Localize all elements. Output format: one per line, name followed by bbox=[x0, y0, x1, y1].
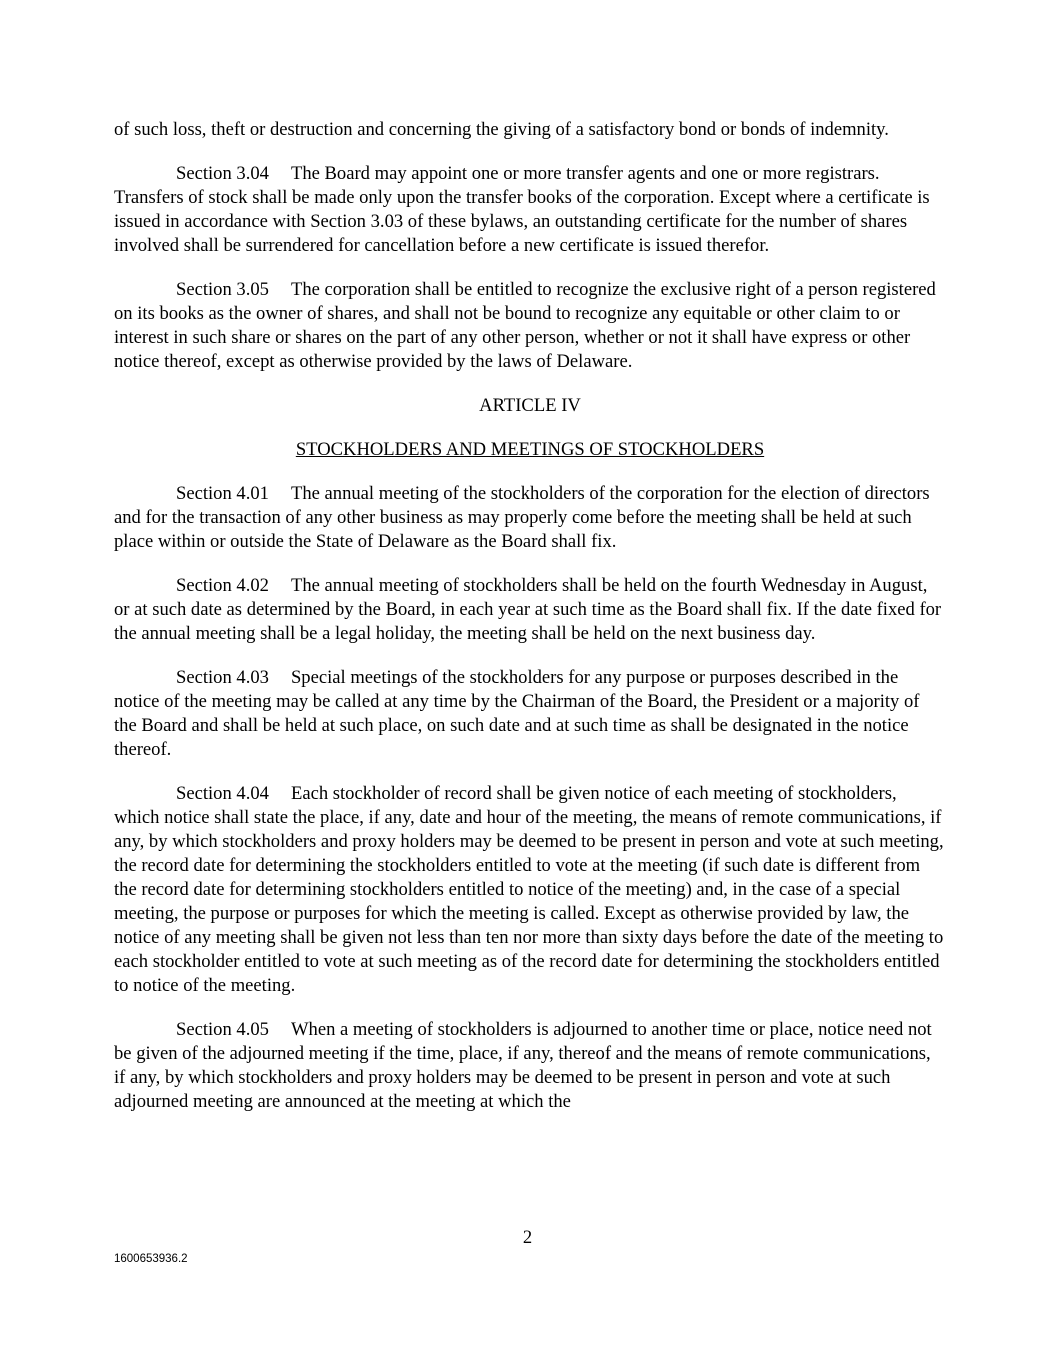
section-number: Section 4.01 bbox=[176, 483, 269, 504]
section-text: The annual meeting of the stockholders of the corporation for the election of directors and for the transaction of any other business as may properly come before the meeting shall be held at such place within or outside the State of Delaware as the Board shall fix. bbox=[114, 483, 930, 552]
section-number: Section 3.04 bbox=[176, 163, 269, 184]
continuation-paragraph: of such loss, theft or destruction and concerning the giving of a satisfactory bond or bonds of indemnity. bbox=[114, 119, 889, 140]
section-text: The annual meeting of stockholders shall be held on the fourth Wednesday in August, or at such date as determined by the Board, in each year at such time as the Board shall fix. If the date fixed for the annual meeting shall be a legal holiday, the meeting shall be held on the next business day. bbox=[114, 575, 942, 644]
article-title bbox=[114, 438, 946, 462]
section-4-02 bbox=[114, 574, 946, 646]
page-number: 2 bbox=[522, 1227, 533, 1248]
section-3-05 bbox=[114, 278, 946, 374]
section-text: Special meetings of the stockholders for any purpose or purposes described in the notice of the meeting may be called at any time by the Chairman of the Board, the President or a majority of the Board and shall be held at such place, on such date and at such time as shall be designated in the notice thereof. bbox=[114, 667, 920, 760]
section-number: Section 3.05 bbox=[176, 279, 269, 300]
section-text: The Board may appoint one or more transfer agents and one or more registrars. Transfers of stock shall be made only upon the transfer books of the corporation. Except where a certificate is issued in accordance with Section 3.03 of these bylaws, an outstanding certificate for the number of shares involved shall be surrendered for cancellation before a new certificate is issued therefor. bbox=[114, 163, 930, 256]
section-number: Section 4.03 bbox=[176, 667, 269, 688]
document-body bbox=[114, 118, 946, 1134]
article-title-text: STOCKHOLDERS AND MEETINGS OF STOCKHOLDERS bbox=[295, 439, 765, 460]
section-3-04 bbox=[114, 162, 946, 258]
section-number: Section 4.05 bbox=[176, 1019, 269, 1040]
section-text: The corporation shall be entitled to recognize the exclusive right of a person registered on its books as the owner of shares, and shall not be bound to recognize any equitable or other claim to or interest in such share or shares on the part of any other person, whether or not it shall have express or other notice thereof, except as otherwise provided by the laws of Delaware. bbox=[114, 279, 936, 372]
section-text: Each stockholder of record shall be given notice of each meeting of stockholders, which notice shall state the place, if any, date and hour of the meeting, the means of remote communications, if any, by which stockholders and proxy holders may be deemed to be present in person and vote at such meeting, the record date for determining the stockholders entitled to vote at the meeting (if such date is different from the record date for determining stockholders entitled to notice of the meeting) and, in the case of a special meeting, the purpose or purposes for which the meeting is called. Except as otherwise provided by law, the notice of any meeting shall be given not less than ten nor more than sixty days before the date of the meeting to each stockholder entitled to vote at such meeting as of the record date for determining the stockholders entitled to notice of the meeting. bbox=[114, 783, 944, 996]
section-text: When a meeting of stockholders is adjourned to another time or place, notice need not be given of the adjourned meeting if the time, place, if any, thereof and the means of remote communications, if any, by which stockholders and proxy holders may be deemed to be present in person and vote at such adjourned meeting are announced at the meeting at which the bbox=[114, 1019, 932, 1112]
section-4-04 bbox=[114, 782, 946, 998]
section-number: Section 4.04 bbox=[176, 783, 269, 804]
section-number: Section 4.02 bbox=[176, 575, 269, 596]
section-4-05 bbox=[114, 1018, 946, 1114]
document-id: 1600653936.2 bbox=[114, 1253, 188, 1265]
section-4-03 bbox=[114, 666, 946, 762]
article-label: ARTICLE IV bbox=[479, 395, 581, 416]
section-4-01 bbox=[114, 482, 946, 554]
